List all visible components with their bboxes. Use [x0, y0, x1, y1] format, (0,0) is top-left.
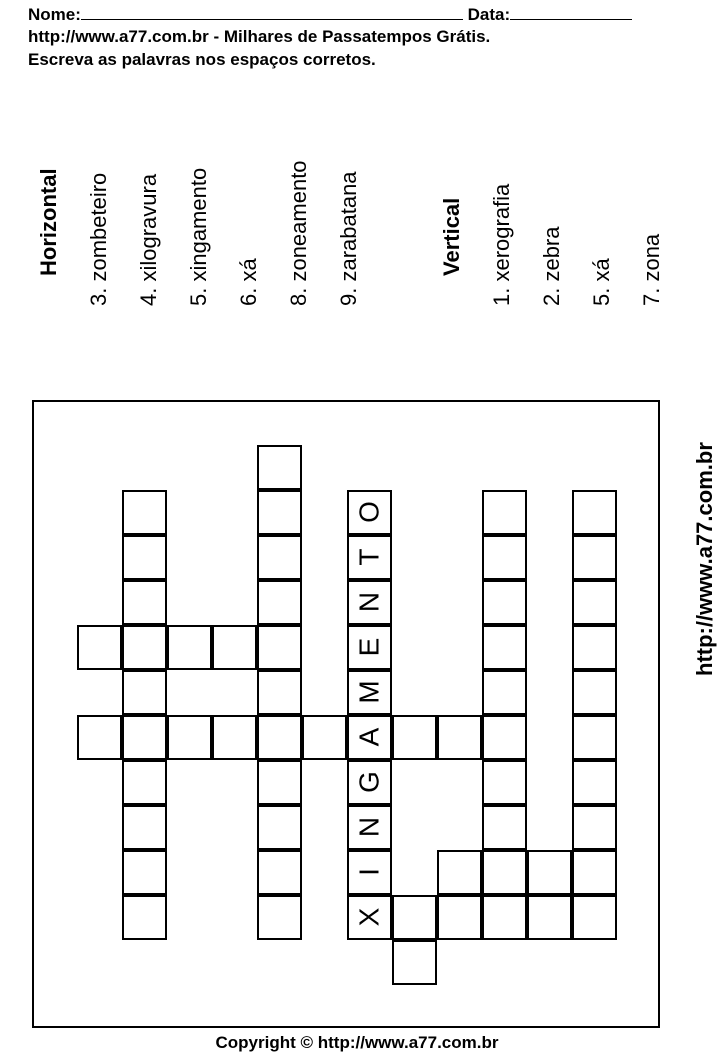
grid-cell[interactable]	[437, 895, 482, 940]
grid-cell[interactable]	[572, 625, 617, 670]
horizontal-title: Horizontal	[36, 168, 61, 276]
grid-cell[interactable]	[392, 940, 437, 985]
date-blank[interactable]	[510, 4, 632, 20]
grid-letter: O	[353, 501, 385, 523]
grid-letter: I	[353, 868, 385, 876]
side-url: http://www.a77.com.br	[692, 442, 717, 676]
horizontal-clue: 9. zarabatana	[336, 171, 361, 306]
grid-cell[interactable]	[482, 490, 527, 535]
horizontal-clue: 8. zoneamento	[286, 160, 311, 306]
site-line: http://www.a77.com.br - Milhares de Passatempos Grátis.	[28, 27, 491, 46]
grid-letter: M	[353, 680, 385, 704]
grid-cell[interactable]	[302, 715, 347, 760]
horizontal-clue: 4. xilogravura	[136, 173, 161, 306]
copyright: Copyright © http://www.a77.com.br	[215, 1033, 499, 1052]
grid-cell[interactable]	[482, 670, 527, 715]
grid-letter: N	[353, 591, 385, 613]
grid-cell[interactable]	[572, 580, 617, 625]
grid-cell[interactable]	[257, 625, 302, 670]
horizontal-clue: 6. xá	[236, 258, 261, 306]
grid-cell[interactable]	[482, 625, 527, 670]
grid-cell[interactable]	[122, 580, 167, 625]
vertical-clue: 5. xá	[589, 258, 614, 306]
grid-cell[interactable]	[257, 715, 302, 760]
vertical-clue: 1. xerografia	[489, 183, 514, 306]
grid-letter: N	[353, 816, 385, 838]
grid-cell[interactable]	[572, 670, 617, 715]
grid-cell[interactable]	[122, 670, 167, 715]
grid-cell[interactable]	[482, 850, 527, 895]
grid-cell[interactable]	[122, 625, 167, 670]
vertical-title: Vertical	[439, 197, 464, 276]
grid-cell[interactable]	[482, 535, 527, 580]
grid-letter: X	[353, 907, 385, 927]
grid-letter: E	[353, 637, 385, 657]
grid-cell[interactable]	[77, 625, 122, 670]
grid-letter: T	[353, 548, 385, 566]
grid-cell[interactable]	[167, 625, 212, 670]
grid-cell[interactable]	[392, 715, 437, 760]
date-label: Data:	[467, 5, 511, 24]
horizontal-clue: 5. xingamento	[186, 167, 211, 306]
grid-cell[interactable]	[122, 760, 167, 805]
grid-cell[interactable]	[572, 535, 617, 580]
grid-cell[interactable]	[257, 535, 302, 580]
name-date-line	[28, 4, 632, 25]
grid-cell[interactable]	[482, 805, 527, 850]
grid-cell[interactable]	[482, 580, 527, 625]
grid-cell[interactable]	[482, 895, 527, 940]
grid-cell[interactable]	[572, 490, 617, 535]
grid-cell[interactable]	[257, 805, 302, 850]
grid-cell[interactable]	[437, 715, 482, 760]
grid-cell[interactable]	[572, 805, 617, 850]
grid-cell[interactable]	[257, 445, 302, 490]
grid-cell[interactable]	[572, 895, 617, 940]
grid-cell[interactable]	[212, 625, 257, 670]
grid-cell[interactable]	[257, 580, 302, 625]
grid-cell[interactable]	[212, 715, 257, 760]
grid-cell[interactable]	[257, 490, 302, 535]
grid-cell[interactable]	[122, 490, 167, 535]
grid-cell[interactable]	[392, 895, 437, 940]
name-label: Nome:	[28, 5, 81, 24]
name-blank[interactable]	[81, 4, 463, 20]
grid-cell[interactable]	[122, 535, 167, 580]
grid-cell[interactable]	[122, 895, 167, 940]
grid-cell[interactable]	[257, 760, 302, 805]
grid-cell[interactable]	[122, 850, 167, 895]
grid-cell[interactable]	[167, 715, 212, 760]
grid-cell[interactable]	[122, 805, 167, 850]
grid-cell[interactable]	[437, 850, 482, 895]
grid-cell[interactable]	[482, 760, 527, 805]
grid-cell[interactable]	[257, 670, 302, 715]
grid-cell[interactable]	[257, 850, 302, 895]
vertical-clue: 7. zona	[639, 233, 664, 306]
grid-cell[interactable]	[257, 895, 302, 940]
grid-cell[interactable]	[122, 715, 167, 760]
grid-cell[interactable]	[482, 715, 527, 760]
grid-cell[interactable]	[77, 715, 122, 760]
grid-cell[interactable]	[572, 715, 617, 760]
grid-cell[interactable]	[527, 895, 572, 940]
vertical-clue: 2. zebra	[539, 226, 564, 306]
grid-cell[interactable]	[527, 850, 572, 895]
instructions: Escreva as palavras nos espaços corretos.	[28, 50, 376, 69]
grid-letter: A	[353, 727, 385, 747]
grid-cell[interactable]	[572, 850, 617, 895]
grid-letter: G	[353, 771, 385, 793]
grid-cell[interactable]	[572, 760, 617, 805]
horizontal-clue: 3. zombeteiro	[86, 172, 111, 306]
